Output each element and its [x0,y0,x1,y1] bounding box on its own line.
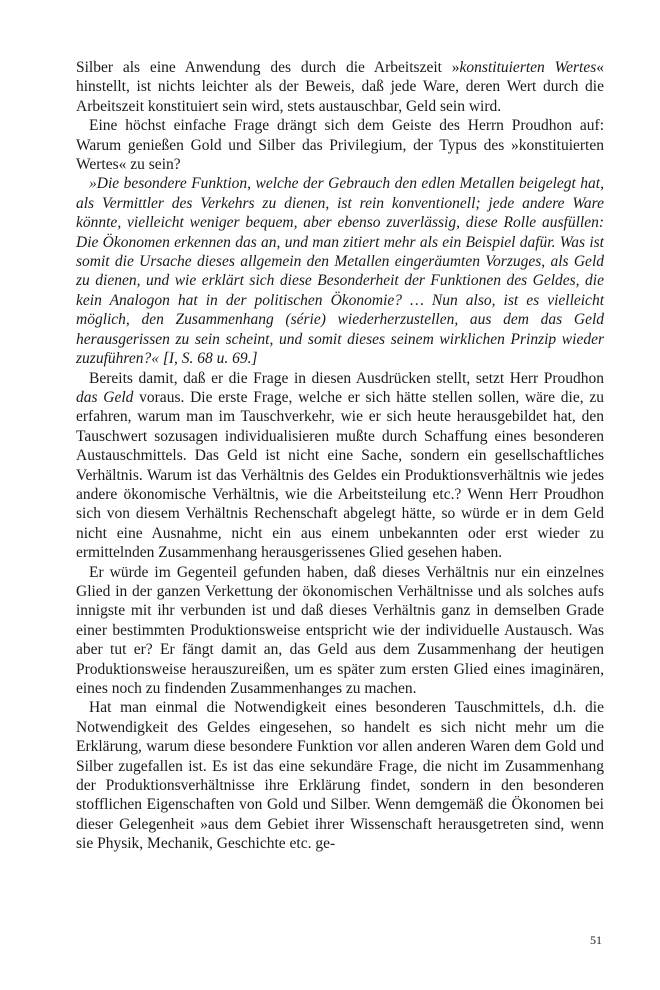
paragraph-1-text-a: Silber als eine Anwendung des durch die Arbeitszeit » [76,59,460,76]
page-number: 51 [590,933,602,947]
paragraph-4 [76,369,604,563]
paragraph-4-emphasis: das Geld [76,388,134,406]
paragraph-6: Hat man einmal die Notwendigkeit eines besonderen Tauschmittels, d.h. die Notwendigkeit des Geldes eingesehen, so handelt es sich nicht mehr um die Erklärung, warum diese besondere Funktion vor allen anderen Waren dem Gold und Silber zugefallen ist. Es ist das eine sekundäre Frage, die nicht im Zusammenhang der Produktionsverhältnisse ihre Erklärung findet, sondern in den besonderen stofflichen Eigenschaften von Gold und Silber. Wenn demgemäß die Ökonomen bei dieser Gelegenheit »aus dem Gebiet ihrer Wissenschaft herausgetreten sind, wenn sie Physik, Mechanik, Geschichte etc. ge- [76,699,604,853]
paragraph-4-text-a: Bereits damit, daß er die Frage in diesen Ausdrücken stellt, setzt Herr Proudhon [89,369,604,387]
paragraph-4-text-c: voraus. Die erste Frage, welche er sich hätte stellen sollen, wäre die, zu erfahren, warum man im Tauschverkehr, wie er sich heute herausgebildet hat, den Tauschwert sozusagen individualisieren mußte durch Schaffung eines besonderen Austauschmittels. Das Geld ist nicht eine Sache, sondern ein gesellschaftliches Verhältnis. Warum ist das Verhältnis des Geldes ein Produktionsverhältnis wie jedes andere ökonomische Verhältnis, wie die Arbeitsteilung etc.? Wenn Herr Proudhon sich von diesem Verhältnis Rechenschaft abgelegt hätte, so würde er in dem Geld nicht eine Ausnahme, nicht ein aus einem unbekannten oder erst wieder zu ermittelnden Zusammenhang herausgerissenes Glied gesehen haben. [76,388,604,562]
paragraph-2: Eine höchst einfache Frage drängt sich dem Geiste des Herrn Proudhon auf: Warum genießen Gold und Silber das Privilegium, der Typus des »konstituierten Wertes« zu sein? [76,117,604,174]
page-body [76,58,604,854]
paragraph-1 [76,58,604,116]
paragraph-1-emphasis: konstituierten Wertes [459,59,597,76]
paragraph-5: Er würde im Gegenteil gefunden haben, daß dieses Verhältnis nur ein einzelnes Glied in der ganzen Verkettung der ökonomischen Verhältnisse und als solches aufs innigste mit ihr verbunden ist und daß dieses Verhältnis ganz in demselben Grade einer bestimmten Produktionsweise entspricht wie der individuelle Austausch. Was aber tut er? Er fängt damit an, das Geld aus dem Zusammenhang der heutigen Produktionsweise herauszureißen, um es später zum ersten Glied eines imaginären, eines noch zu findenden Zusammenhanges zu machen. [76,563,604,697]
block-quote: »Die besondere Funktion, welche der Gebrauch den edlen Metallen beigelegt hat, als Vermittler des Verkehrs zu dienen, ist rein konventionell; jede andere Ware könnte, vielleicht weniger bequem, aber ebenso zuverlässig, diese Rolle ausfüllen: Die Ökonomen erkennen das an, und man zitiert mehr als ein Beispiel dafür. Was ist somit die Ursache dieses allgemein den Metallen eingeräumten Vorzuges, als Geld zu dienen, und wie erklärt sich diese Besonderheit der Funktionen des Geldes, die kein Analogon hat in der politischen Ökonomie? … Nun also, ist es vielleicht möglich, den Zusammenhang (série) wiederherzustellen, aus dem das Geld herausgerissen zu sein scheint, und somit dieses seinem wirklichen Prinzip wieder zuzuführen?« [I, S. 68 u. 69.] [76,175,604,368]
paragraph-1-text-c: « hinstellt, ist nichts leichter als der Beweis, daß jede Ware, deren Wert durch die Arbeitszeit konstituiert sein wird, stets austauschbar, Geld sein wird. [76,59,604,115]
